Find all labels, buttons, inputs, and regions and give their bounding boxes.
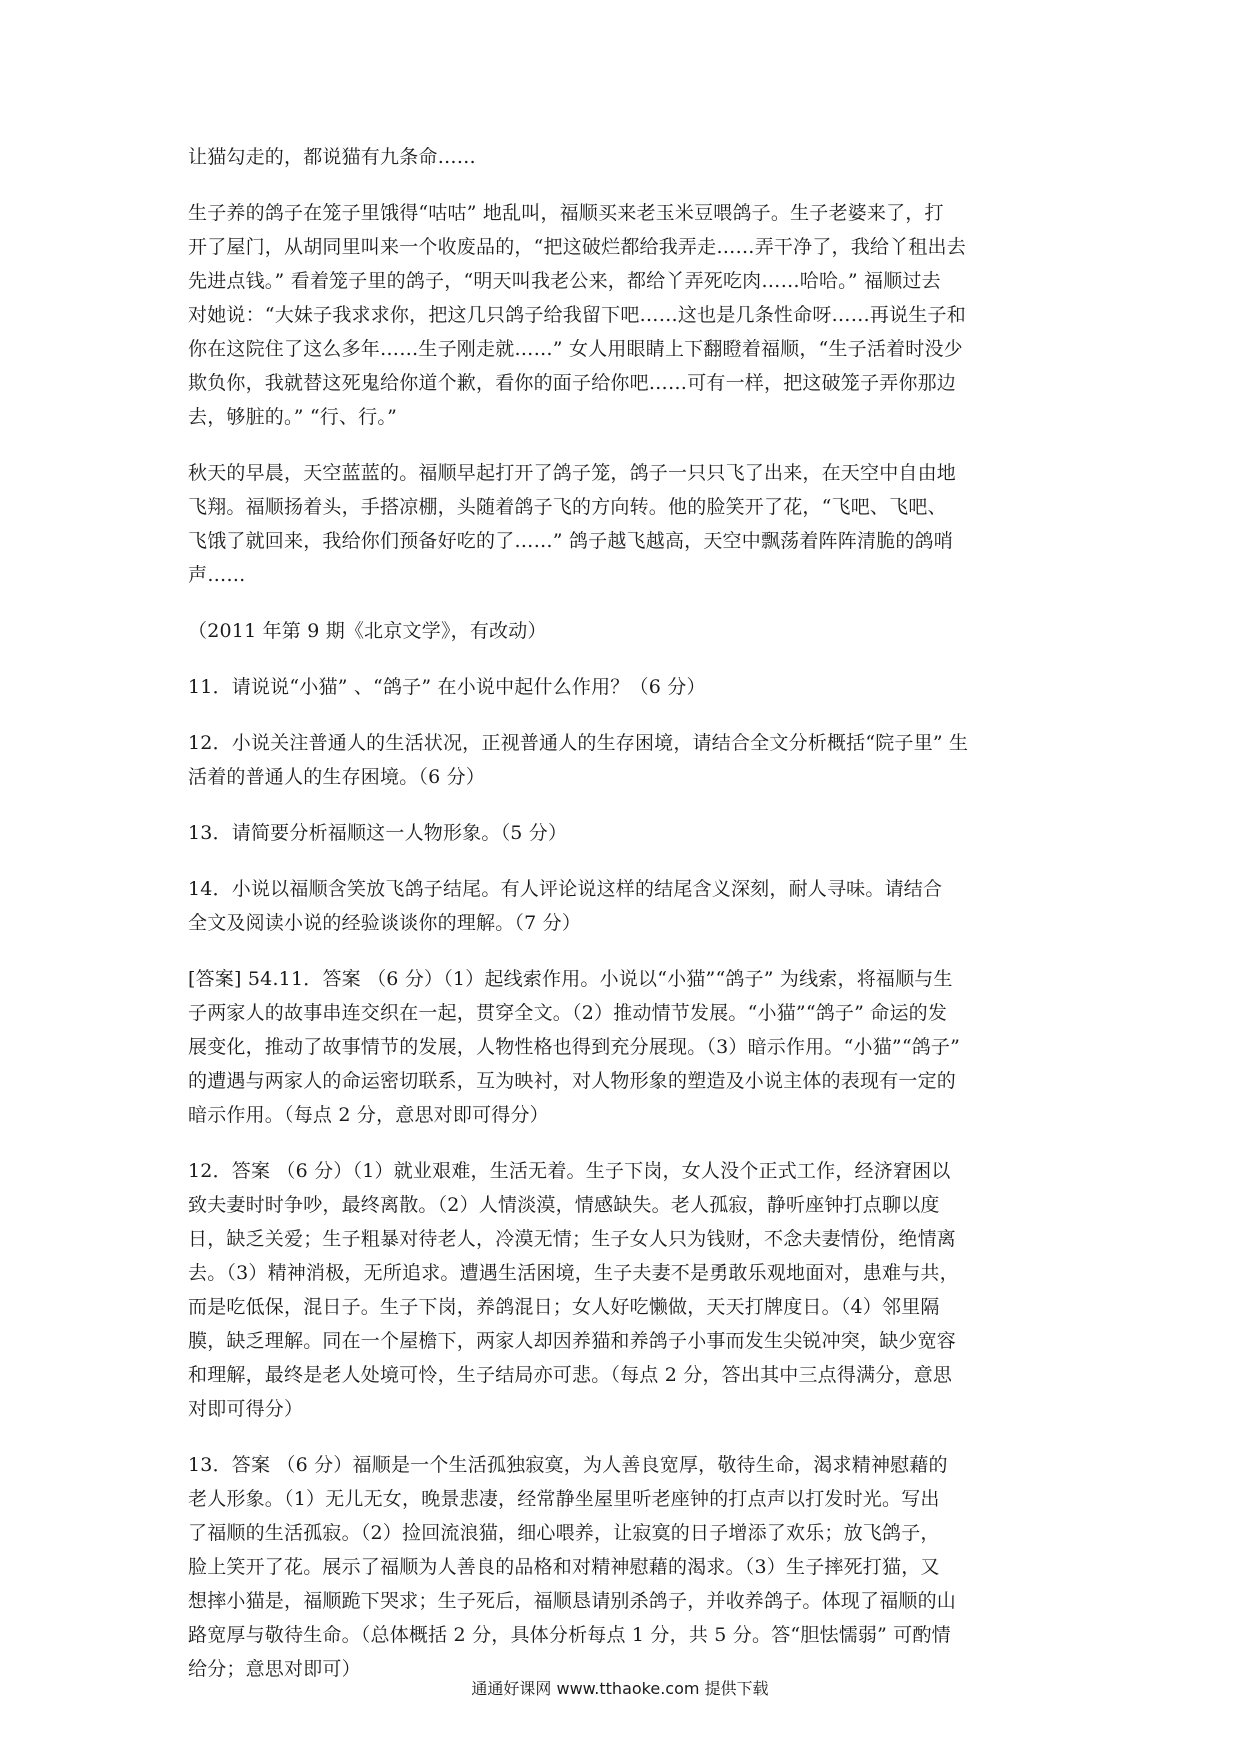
text-line: 了福顺的生活孤寂。（2）捡回流浪猫，细心喂养，让寂寞的日子增添了欢乐；放飞鸽子， — [188, 1522, 940, 1544]
text-line: 开了屋门，从胡同里叫来一个收废品的，“把这破烂都给我弄走……弄干净了，我给丫租出去 — [188, 236, 966, 258]
text-line: 致夫妻时时争吵，最终离散。（2）人情淡漠，情感缺失。老人孤寂，静听座钟打点聊以度 — [188, 1194, 940, 1216]
question-11 — [188, 670, 1062, 704]
text-line: 12．小说关注普通人的生活状况，正视普通人的生存困境，请结合全文分析概括“院子里” 生 — [188, 732, 969, 754]
text-line: 想摔小猫是，福顺跪下哭求；生子死后，福顺恳请别杀鸽子，并收养鸽子。体现了福顺的山 — [188, 1590, 957, 1612]
answer-13 — [188, 1448, 1062, 1686]
text-line: [答案] 54.11．答案 （6 分）（1）起线索作用。小说以“小猫”“鸽子” 为线索，将福顺与生 — [188, 968, 953, 990]
text-line: 和理解，最终是老人处境可怜，生子结局亦可悲。（每点 2 分，答出其中三点得满分，意思 — [188, 1364, 953, 1386]
text-line: 秋天的早晨，天空蓝蓝的。福顺早起打开了鸽子笼，鸽子一只只飞了出来，在天空中自由地 — [188, 462, 957, 484]
text-line: 子两家人的故事串连交织在一起，贯穿全文。（2）推动情节发展。“小猫”“鸽子” 命运的发 — [188, 1002, 948, 1024]
text-line: 去。（3）精神消极，无所追求。遭遇生活困境，生子夫妻不是勇敢乐观地面对，患难与共， — [188, 1262, 959, 1284]
text-line: 欺负你，我就替这死鬼给你道个歉，看你的面子给你吧……可有一样，把这破笼子弄你那边 — [188, 372, 957, 394]
document-body — [188, 140, 1062, 1708]
text-line: 展变化，推动了故事情节的发展，人物性格也得到充分展现。（3）暗示作用。“小猫”“鸽子” — [188, 1036, 961, 1058]
text-line: 的遭遇与两家人的命运密切联系，互为映衬，对人物形象的塑造及小说主体的表现有一定的 — [188, 1070, 957, 1092]
text-line: （2011 年第 9 期《北京文学》，有改动） — [188, 620, 547, 642]
paragraph-p3 — [188, 456, 1062, 592]
text-line: 先进点钱。” 看着笼子里的鸽子，“明天叫我老公来，都给丫弄死吃肉……哈哈。” 福顺过去 — [188, 270, 941, 292]
text-line: 对即可得分） — [188, 1398, 304, 1420]
text-line: 而是吃低保，混日子。生子下岗，养鸽混日；女人好吃懒做，天天打牌度日。（4）邻里隔 — [188, 1296, 940, 1318]
text-line: 生子养的鸽子在笼子里饿得“咕咕” 地乱叫，福顺买来老玉米豆喂鸽子。生子老婆来了，打 — [188, 202, 944, 224]
text-line: 路宽厚与敬待生命。（总体概括 2 分，具体分析每点 1 分，共 5 分。答“胆怯懦弱” 可酌情 — [188, 1624, 951, 1646]
text-line: 你在这院住了这么多年……生子刚走就……” 女人用眼睛上下翻瞪着福顺，“生子活着时没少 — [188, 338, 963, 360]
page-footer: 通通好课网 www.tthaoke.com 提供下载 — [471, 1679, 769, 1698]
text-line: 活着的普通人的生存困境。（6 分） — [188, 766, 486, 788]
text-line: 让猫勾走的，都说猫有九条命…… — [188, 146, 477, 168]
text-line: 11．请说说“小猫” 、“鸽子” 在小说中起什么作用？（6 分） — [188, 676, 706, 698]
text-line: 老人形象。（1）无儿无女，晚景悲凄，经常静坐屋里听老座钟的打点声以打发时光。写出 — [188, 1488, 940, 1510]
text-line: 全文及阅读小说的经验谈谈你的理解。（7 分） — [188, 912, 582, 934]
text-line: 日，缺乏关爱；生子粗暴对待老人，冷漠无情；生子女人只为钱财，不念夫妻情份，绝情离 — [188, 1228, 957, 1250]
text-line: 13．请简要分析福顺这一人物形象。（5 分） — [188, 822, 568, 844]
answer-12 — [188, 1154, 1062, 1426]
text-line: 飞饿了就回来，我给你们预备好吃的了……” 鸽子越飞越高，天空中飘荡着阵阵清脆的鸽哨 — [188, 530, 953, 552]
text-line: 对她说：“大妹子我求求你，把这几只鸽子给我留下吧……这也是几条性命呀……再说生子和 — [188, 304, 966, 326]
text-line: 去，够脏的。” “行、行。” — [188, 406, 397, 428]
text-line: 12．答案 （6 分）（1）就业艰难，生活无着。生子下岗，女人没个正式工作，经济窘困以 — [188, 1160, 951, 1182]
text-line: 14．小说以福顺含笑放飞鸽子结尾。有人评论说这样的结尾含义深刻，耐人寻味。请结合 — [188, 878, 943, 900]
question-13 — [188, 816, 1062, 850]
text-line: 给分；意思对即可） — [188, 1658, 361, 1680]
text-line: 暗示作用。（每点 2 分，意思对即可得分） — [188, 1104, 549, 1126]
question-14 — [188, 872, 1062, 940]
text-line: 飞翔。福顺扬着头，手搭凉棚，头随着鸽子飞的方向转。他的脸笑开了花，“飞吧、飞吧、 — [188, 496, 947, 518]
source-citation — [188, 614, 1062, 648]
text-line: 声…… — [188, 564, 246, 586]
text-line: 13．答案 （6 分）福顺是一个生活孤独寂寞，为人善良宽厚，敬待生命，渴求精神慰藉的 — [188, 1454, 948, 1476]
paragraph-p2 — [188, 196, 1062, 434]
text-line: 脸上笑开了花。展示了福顺为人善良的品格和对精神慰藉的渴求。（3）生子摔死打猫，又 — [188, 1556, 940, 1578]
answer-11 — [188, 962, 1062, 1132]
text-line: 膜，缺乏理解。同在一个屋檐下，两家人却因养猫和养鸽子小事而发生尖锐冲突，缺少宽容 — [188, 1330, 957, 1352]
paragraph-p1 — [188, 140, 1062, 174]
question-12 — [188, 726, 1062, 794]
